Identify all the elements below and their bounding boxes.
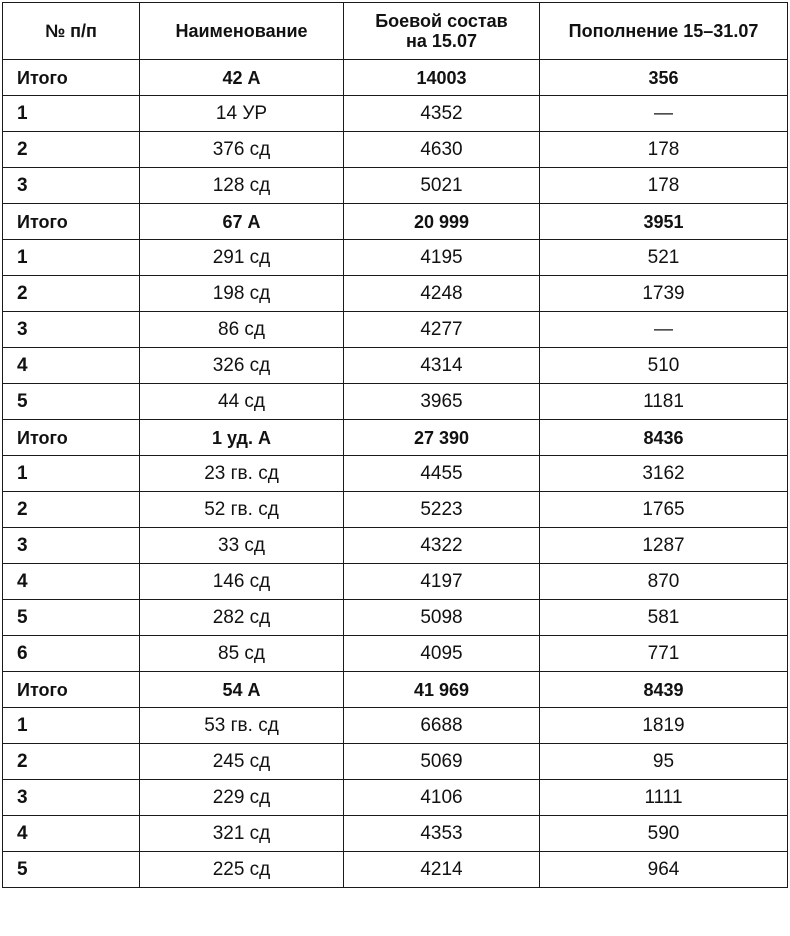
- cell-strength: 4630: [344, 132, 540, 168]
- cell-replenishment: 3951: [540, 204, 788, 240]
- cell-name: 44 сд: [140, 384, 344, 420]
- header-row: [3, 3, 788, 60]
- cell-strength: 27 390: [344, 420, 540, 456]
- cell-replenishment: 1181: [540, 384, 788, 420]
- cell-num: Итого: [3, 204, 140, 240]
- cell-name: 86 сд: [140, 312, 344, 348]
- table-body: [3, 60, 788, 888]
- cell-num: 2: [3, 744, 140, 780]
- cell-replenishment: 178: [540, 168, 788, 204]
- strength-table: [2, 2, 788, 888]
- cell-strength: 6688: [344, 708, 540, 744]
- cell-name: 282 сд: [140, 600, 344, 636]
- total-row: [3, 420, 788, 456]
- cell-num: 5: [3, 600, 140, 636]
- cell-num: 1: [3, 708, 140, 744]
- cell-replenishment: 1287: [540, 528, 788, 564]
- cell-name: 198 сд: [140, 276, 344, 312]
- table-row: [3, 456, 788, 492]
- cell-num: 4: [3, 816, 140, 852]
- cell-strength: 4353: [344, 816, 540, 852]
- table-row: [3, 348, 788, 384]
- cell-strength: 5223: [344, 492, 540, 528]
- cell-replenishment: 356: [540, 60, 788, 96]
- cell-strength: 4106: [344, 780, 540, 816]
- table-row: [3, 96, 788, 132]
- table-row: [3, 312, 788, 348]
- cell-strength: 20 999: [344, 204, 540, 240]
- cell-replenishment: 510: [540, 348, 788, 384]
- cell-replenishment: 1739: [540, 276, 788, 312]
- cell-replenishment: 8436: [540, 420, 788, 456]
- cell-strength: 41 969: [344, 672, 540, 708]
- cell-num: 5: [3, 852, 140, 888]
- cell-name: 23 гв. сд: [140, 456, 344, 492]
- cell-strength: 4277: [344, 312, 540, 348]
- table-row: [3, 240, 788, 276]
- cell-replenishment: 1765: [540, 492, 788, 528]
- header-strength-line2: на 15.07: [406, 31, 477, 51]
- cell-name: 225 сд: [140, 852, 344, 888]
- table-row: [3, 492, 788, 528]
- table-row: [3, 744, 788, 780]
- cell-num: 4: [3, 564, 140, 600]
- cell-num: 2: [3, 276, 140, 312]
- cell-strength: 4195: [344, 240, 540, 276]
- cell-strength: 14003: [344, 60, 540, 96]
- header-num: № п/п: [3, 3, 140, 60]
- cell-name: 245 сд: [140, 744, 344, 780]
- table-row: [3, 708, 788, 744]
- header-replenishment: Пополнение 15–31.07: [540, 3, 788, 60]
- cell-name: 146 сд: [140, 564, 344, 600]
- total-row: [3, 60, 788, 96]
- cell-replenishment: —: [540, 312, 788, 348]
- cell-name: 128 сд: [140, 168, 344, 204]
- cell-name: 54 А: [140, 672, 344, 708]
- cell-name: 229 сд: [140, 780, 344, 816]
- cell-num: 6: [3, 636, 140, 672]
- cell-num: Итого: [3, 420, 140, 456]
- cell-name: 14 УР: [140, 96, 344, 132]
- cell-replenishment: 95: [540, 744, 788, 780]
- cell-num: 3: [3, 780, 140, 816]
- cell-replenishment: 8439: [540, 672, 788, 708]
- cell-name: 52 гв. сд: [140, 492, 344, 528]
- cell-num: 3: [3, 528, 140, 564]
- cell-replenishment: 178: [540, 132, 788, 168]
- cell-replenishment: 1819: [540, 708, 788, 744]
- table-row: [3, 816, 788, 852]
- table-row: [3, 384, 788, 420]
- cell-name: 321 сд: [140, 816, 344, 852]
- cell-num: 1: [3, 240, 140, 276]
- cell-name: 326 сд: [140, 348, 344, 384]
- header-strength-line1: Боевой состав: [375, 11, 508, 31]
- cell-strength: 4197: [344, 564, 540, 600]
- cell-strength: 4455: [344, 456, 540, 492]
- cell-name: 1 уд. А: [140, 420, 344, 456]
- table-row: [3, 168, 788, 204]
- table-row: [3, 132, 788, 168]
- cell-replenishment: 771: [540, 636, 788, 672]
- cell-replenishment: —: [540, 96, 788, 132]
- header-strength: [344, 3, 540, 60]
- cell-num: 5: [3, 384, 140, 420]
- cell-strength: 4248: [344, 276, 540, 312]
- cell-num: Итого: [3, 60, 140, 96]
- cell-name: 33 сд: [140, 528, 344, 564]
- cell-strength: 3965: [344, 384, 540, 420]
- table-row: [3, 780, 788, 816]
- cell-replenishment: 964: [540, 852, 788, 888]
- cell-replenishment: 521: [540, 240, 788, 276]
- cell-strength: 5021: [344, 168, 540, 204]
- cell-strength: 5098: [344, 600, 540, 636]
- cell-replenishment: 590: [540, 816, 788, 852]
- cell-num: 1: [3, 456, 140, 492]
- cell-name: 67 А: [140, 204, 344, 240]
- header-name: Наименование: [140, 3, 344, 60]
- table-row: [3, 852, 788, 888]
- table-row: [3, 564, 788, 600]
- cell-replenishment: 870: [540, 564, 788, 600]
- cell-name: 42 А: [140, 60, 344, 96]
- cell-replenishment: 1111: [540, 780, 788, 816]
- cell-name: 376 сд: [140, 132, 344, 168]
- cell-replenishment: 3162: [540, 456, 788, 492]
- cell-name: 53 гв. сд: [140, 708, 344, 744]
- cell-name: 85 сд: [140, 636, 344, 672]
- cell-num: 1: [3, 96, 140, 132]
- table-row: [3, 276, 788, 312]
- cell-num: 2: [3, 132, 140, 168]
- cell-num: 2: [3, 492, 140, 528]
- cell-num: Итого: [3, 672, 140, 708]
- cell-strength: 4352: [344, 96, 540, 132]
- cell-num: 4: [3, 348, 140, 384]
- cell-strength: 4095: [344, 636, 540, 672]
- cell-num: 3: [3, 168, 140, 204]
- table-row: [3, 528, 788, 564]
- table-header: [3, 3, 788, 60]
- cell-strength: 4314: [344, 348, 540, 384]
- cell-strength: 4214: [344, 852, 540, 888]
- table-row: [3, 636, 788, 672]
- cell-strength: 4322: [344, 528, 540, 564]
- cell-name: 291 сд: [140, 240, 344, 276]
- total-row: [3, 672, 788, 708]
- cell-strength: 5069: [344, 744, 540, 780]
- table-row: [3, 600, 788, 636]
- total-row: [3, 204, 788, 240]
- cell-num: 3: [3, 312, 140, 348]
- cell-replenishment: 581: [540, 600, 788, 636]
